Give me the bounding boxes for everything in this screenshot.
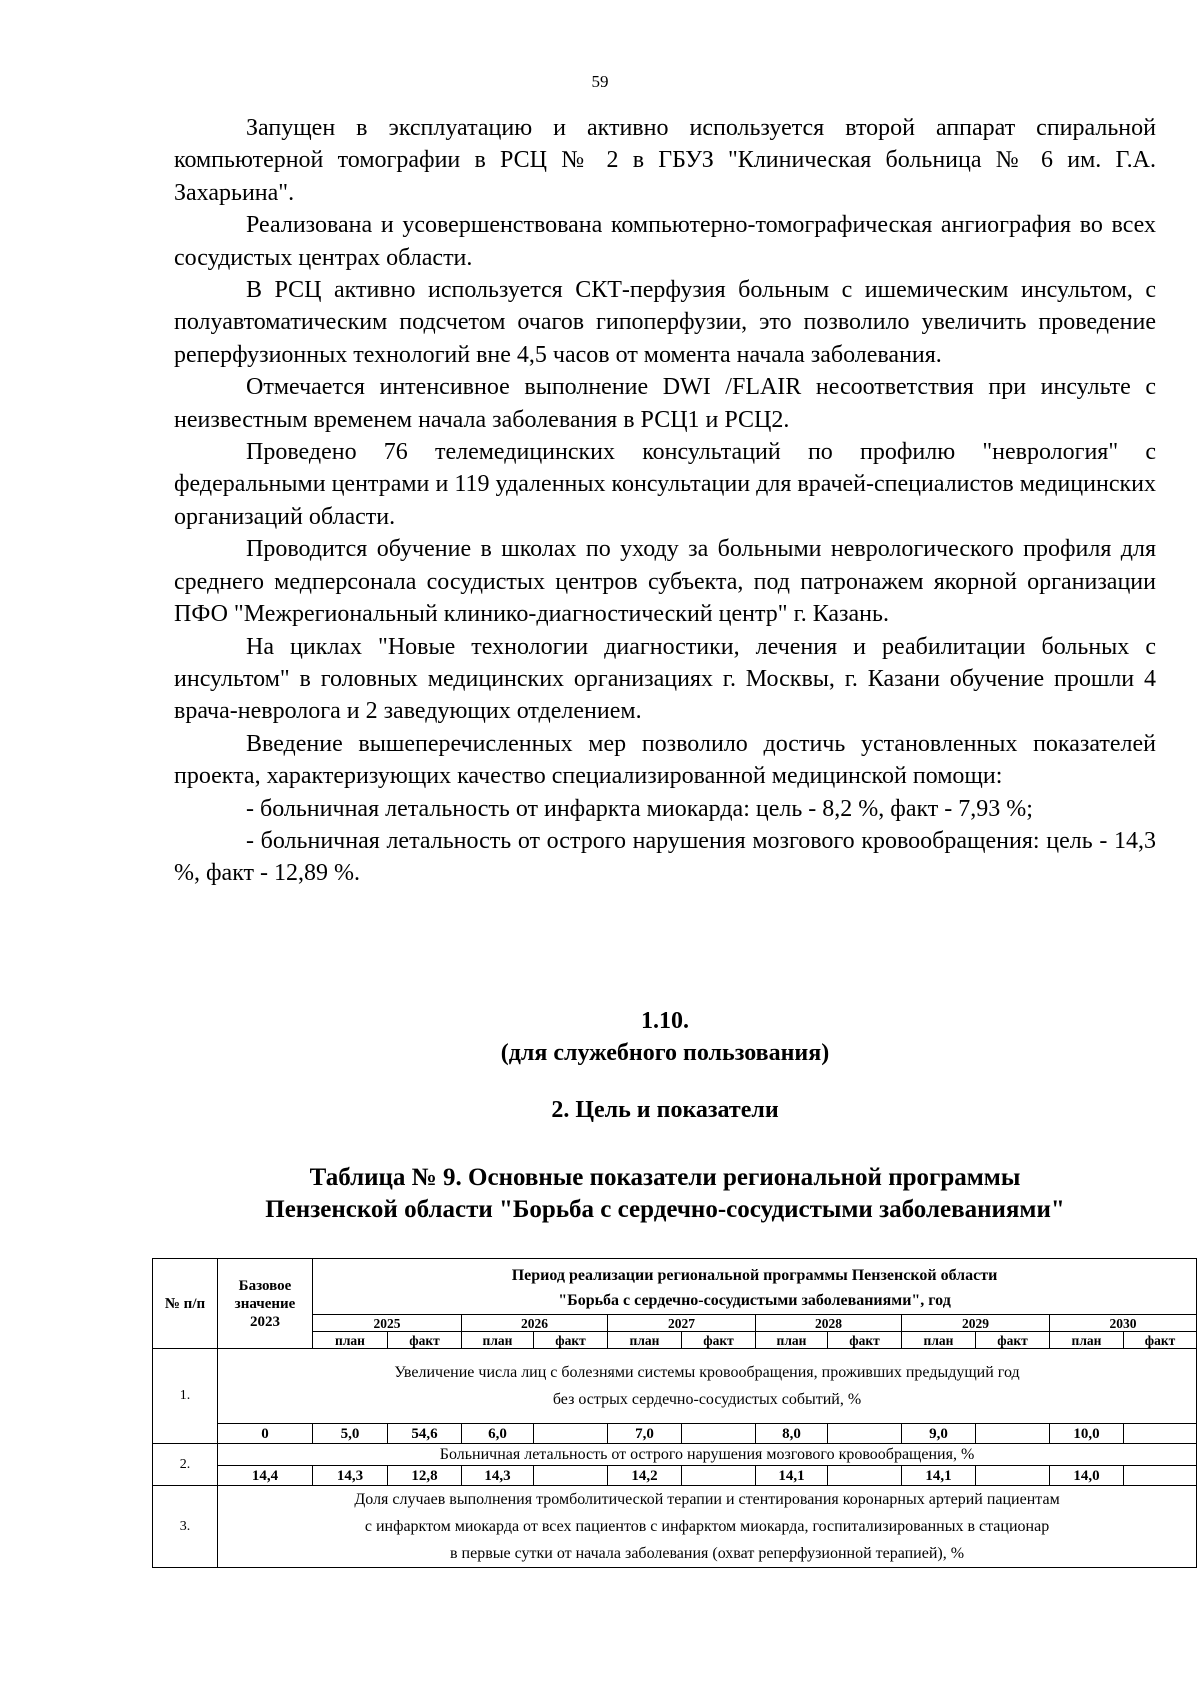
indicator-name-line: Увеличение числа лиц с болезнями системы кровообращения, проживших предыдущий год (394, 1364, 1020, 1381)
indicator-name-line: с инфарктом миокарда от всех пациентов с инфарктом миокарда, госпитализированных в стационар (364, 1518, 1050, 1535)
year-header: 2025 (313, 1315, 462, 1332)
indicator-name-line: в первые сутки от начала заболевания (охват реперфузионной терапией), % (449, 1545, 965, 1562)
fact-header: факт (1124, 1332, 1197, 1349)
plan-value: 8,0 (756, 1424, 828, 1444)
table-title (174, 1162, 1156, 1226)
plan-value: 14,0 (1050, 1466, 1124, 1486)
section-heading (174, 1005, 1156, 1069)
year-header: 2028 (756, 1315, 902, 1332)
plan-value: 14,1 (902, 1466, 976, 1486)
base-value: 14,4 (218, 1466, 313, 1486)
col-base-label: Базовое (238, 1277, 292, 1294)
fact-header: факт (828, 1332, 902, 1349)
plan-header: план (1050, 1332, 1124, 1349)
paragraph: В РСЦ активно используется СКТ-перфузия больным с ишемическим инсультом, с полуавтоматическим подсчетом очагов гипоперфузии, это позволило увеличить проведение реперфузионных технологий вне 4,5 часов от момента начала заболевания. (174, 277, 1156, 368)
col-base-label: значение (234, 1295, 296, 1312)
indicator-name-line: Доля случаев выполнения тромболитической терапии и стентирования коронарных артерий пациентам (354, 1491, 1060, 1508)
paragraph: Проведено 76 телемедицинских консультаций по профилю "неврология" с федеральными центрами и 119 удаленных консультации для врачей-специалистов медицинских организаций области. (174, 439, 1156, 530)
fact-value (682, 1466, 756, 1486)
fact-value: 54,6 (388, 1424, 462, 1444)
plan-value: 6,0 (462, 1424, 534, 1444)
plan-header: план (313, 1332, 388, 1349)
list-item: - больничная летальность от острого нарушения мозгового кровообращения: цель - 14,3 %, факт - 12,89 %. (174, 827, 1156, 887)
plan-value: 5,0 (313, 1424, 388, 1444)
fact-header: факт (388, 1332, 462, 1349)
table-title-line: Таблица № 9. Основные показатели региональной программы (309, 1164, 1021, 1191)
row-number: 3. (153, 1486, 218, 1568)
page-number: 59 (591, 72, 609, 91)
indicator-name (218, 1486, 1197, 1568)
indicator-name (218, 1349, 1197, 1424)
year-header: 2030 (1050, 1315, 1197, 1332)
period-subtitle: "Борьба с сердечно-сосудистыми заболеваниями", год (558, 1291, 951, 1309)
plan-value: 14,3 (313, 1466, 388, 1486)
paragraph: Запущен в эксплуатацию и активно используется второй аппарат спиральной компьютерной томографии в РСЦ № 2 в ГБУЗ "Клиническая больница № 6 им. Г.А. Захарьина". (174, 115, 1156, 206)
col-base-year: 2023 (250, 1313, 280, 1330)
paragraph: Реализована и усовершенствована компьютерно-томографическая ангиография во всех сосудистых центрах области. (174, 212, 1156, 271)
plan-header: план (902, 1332, 976, 1349)
fact-value (682, 1424, 756, 1444)
plan-header: план (462, 1332, 534, 1349)
goal-heading: 2. Цель и показатели (551, 1097, 779, 1123)
col-num-header: № п/п (153, 1259, 218, 1349)
plan-value: 14,2 (608, 1466, 682, 1486)
plan-value: 9,0 (902, 1424, 976, 1444)
fact-value (534, 1466, 608, 1486)
section-number: 1.10. (641, 1008, 689, 1034)
body-text (174, 112, 1156, 890)
fact-value (828, 1424, 902, 1444)
paragraph: Проводится обучение в школах по уходу за больными неврологического профиля для среднего медперсонала сосудистых центров субъекта, под патронажем якорной организации ПФО "Межрегиональный клинико-диагностический центр" г. Казань. (174, 536, 1156, 628)
plan-value: 14,3 (462, 1466, 534, 1486)
plan-value: 7,0 (608, 1424, 682, 1444)
paragraph: Отмечается интенсивное выполнение DWI /FLAIR несоответствия при инсульте с неизвестным временем начала заболевания в РСЦ1 и РСЦ2. (174, 374, 1156, 433)
fact-value (976, 1466, 1050, 1486)
year-header: 2027 (608, 1315, 756, 1332)
indicator-name: Больничная летальность от острого нарушения мозгового кровообращения, % (218, 1444, 1197, 1466)
year-header: 2026 (462, 1315, 608, 1332)
indicators-table (152, 1258, 1197, 1568)
section-note: (для служебного пользования) (500, 1040, 830, 1066)
fact-value (976, 1424, 1050, 1444)
plan-header: план (756, 1332, 828, 1349)
fact-header: факт (534, 1332, 608, 1349)
period-title: Период реализации региональной программы Пензенской области (511, 1266, 998, 1284)
indicator-name-line: без острых сердечно-сосудистых событий, % (552, 1391, 862, 1408)
paragraph: На циклах "Новые технологии диагностики, лечения и реабилитации больных с инсультом" в головных медицинских организациях г. Москвы, г. Казани обучение прошли 4 врача-невролога и 2 заведующих отделением. (174, 633, 1156, 725)
row-number: 2. (153, 1444, 218, 1486)
row-number: 1. (153, 1349, 218, 1444)
fact-value (534, 1424, 608, 1444)
col-base-header (218, 1259, 313, 1349)
plan-value: 10,0 (1050, 1424, 1124, 1444)
period-header (313, 1259, 1197, 1315)
fact-header: факт (976, 1332, 1050, 1349)
plan-value: 14,1 (756, 1466, 828, 1486)
fact-header: факт (682, 1332, 756, 1349)
table-title-line: Пензенской области "Борьба с сердечно-сосудистыми заболеваниями" (265, 1196, 1065, 1223)
fact-value (1124, 1424, 1197, 1444)
paragraph: Введение вышеперечисленных мер позволило достичь установленных показателей проекта, характеризующих качество специализированной медицинской помощи: (174, 730, 1156, 790)
fact-value (1124, 1466, 1197, 1486)
fact-value: 12,8 (388, 1466, 462, 1486)
base-value: 0 (218, 1424, 313, 1444)
plan-header: план (608, 1332, 682, 1349)
fact-value (828, 1466, 902, 1486)
year-header: 2029 (902, 1315, 1050, 1332)
list-item: - больничная летальность от инфаркта миокарда: цель - 8,2 %, факт - 7,93 %; (246, 795, 1033, 822)
